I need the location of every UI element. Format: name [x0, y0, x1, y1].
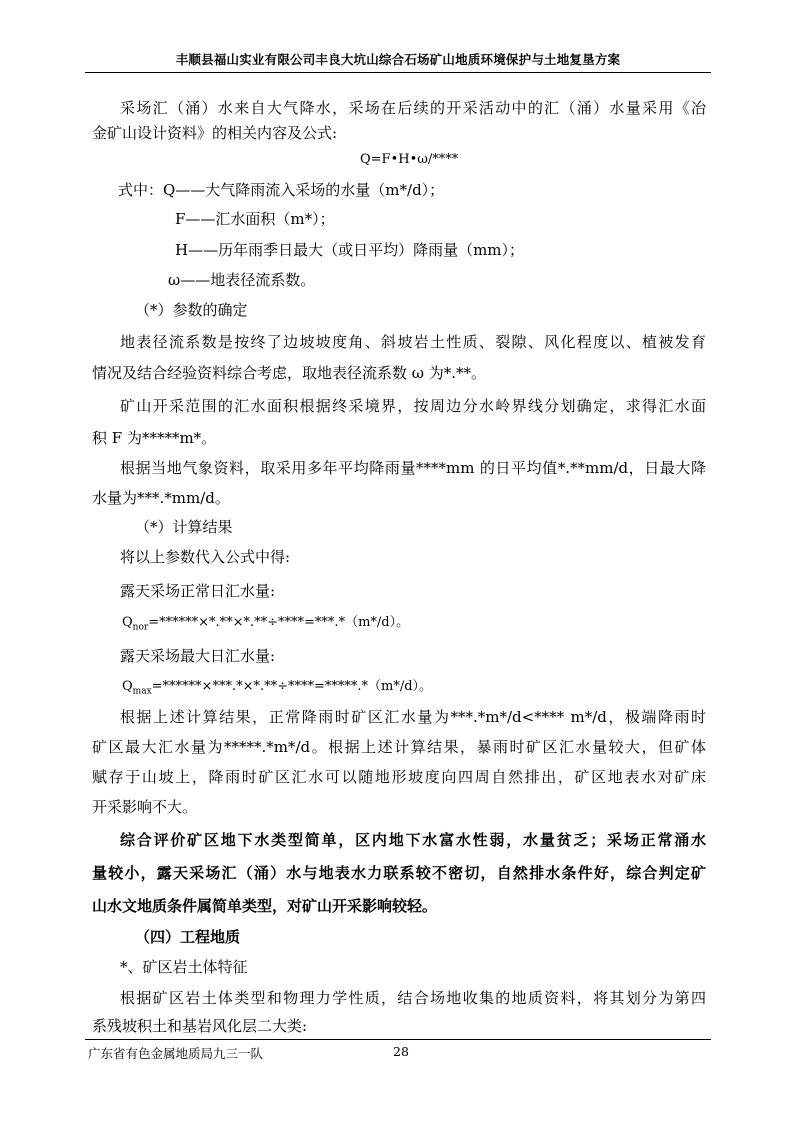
paragraph-line: 矿山开采范围的汇水面积根据终采境界，按周边分水岭界线分划确定，求得汇水面: [120, 397, 706, 415]
equation-body: =******×***.*×*.**÷****=*****.*（m*/d）。: [151, 679, 433, 694]
paragraph-line: 开采影响不大。: [92, 798, 198, 816]
bold-paragraph-line: 综合评价矿区地下水类型简单，区内地下水富水性弱，水量贫乏；采场正常涌水: [120, 831, 706, 849]
section-heading-result: （*）计算结果: [135, 518, 233, 536]
paragraph-line: 水量为***.*mm/d。: [92, 489, 230, 507]
equation-symbol: Q: [122, 679, 133, 694]
equation-body: =******×*.**×*.**÷****=***.*（m*/d）。: [148, 615, 410, 630]
paragraph-line: [92, 737, 706, 757]
equation-subscript: max: [132, 686, 152, 697]
equation-symbol: Q: [122, 615, 133, 630]
formula: Q=F•H•ω/****: [360, 152, 459, 167]
paragraph-line: 金矿山设计资料》的相关内容及公式:: [92, 124, 338, 142]
paragraph-line: 情况及结合经验资料综合考虑，取地表径流系数 ω 为*.**。: [92, 364, 487, 382]
definition-w: ω——地表径流系数。: [168, 271, 316, 289]
paragraph-text: 矿区最大汇水量为*****.*m*/d。根据上述计算结果，暴雨时矿区汇水量较大，但矿体: [92, 738, 706, 756]
paragraph-line: 系残坡积土和基岩风化层二大类:: [92, 1017, 308, 1035]
paragraph-line: 露天采场最大日汇水量:: [120, 647, 276, 665]
header-rule: [85, 72, 711, 73]
bold-paragraph-line: [92, 863, 706, 883]
footer-rule: [85, 1039, 711, 1040]
definition-h: H——历年雨季日最大（或日平均）降雨量（mm）；: [175, 241, 525, 259]
paragraph-line: 将以上参数代入公式中得:: [120, 548, 291, 566]
paragraph-line: 根据矿区岩土体类型和物理力学性质，结合场地收集的地质资料，将其划分为第四: [120, 989, 706, 1007]
paragraph-line: 根据当地气象资料，取采用多年平均降雨量****mm 的日平均值*.**mm/d，日最大降: [120, 459, 706, 477]
paragraph-line: 地表径流系数是按终了边坡坡度角、斜坡岩土性质、裂隙、风化程度以、植被发育: [120, 333, 706, 351]
equation-q-nor: [122, 613, 409, 638]
definition-q: 式中：Q——大气降雨流入采场的水量（m*/d）；: [118, 181, 445, 199]
equation-q-max: [122, 677, 432, 702]
section-heading-engineering-geology: （四）工程地质: [135, 928, 241, 946]
footer-organization: 广东省有色金属地质局九三一队: [88, 1046, 264, 1061]
page-header-title: 丰顺县福山实业有限公司丰良大坑山综合石场矿山地质环境保护与土地复垦方案: [175, 52, 621, 67]
subsection-heading-rock: *、矿区岩土体特征: [120, 958, 248, 976]
definition-f: F——汇水面积（m*）；: [175, 210, 335, 228]
page-number: 28: [393, 1044, 409, 1059]
paragraph-line: 露天采场正常日汇水量:: [120, 582, 276, 600]
paragraph-line: 积 F 为*****m*。: [92, 429, 217, 447]
section-heading-params: （*）参数的确定: [135, 301, 248, 319]
bold-paragraph-text: 量较小，露天采场汇（涌）水与地表水力联系较不密切，自然排水条件好，综合判定矿: [92, 864, 706, 882]
paragraph-text: 赋存于山坡上，降雨时矿区汇水可以随地形坡度向四周自然排出，矿区地表水对矿床: [92, 768, 706, 786]
paragraph-line: [92, 767, 706, 787]
equation-subscript: nor: [132, 622, 149, 633]
bold-paragraph-line: 山水文地质条件属简单类型，对矿山开采影响较轻。: [92, 897, 438, 915]
paragraph-line: 采场汇（涌）水来自大气降水，采场在后续的开采活动中的汇（涌）水量采用《冶: [120, 99, 706, 117]
paragraph-line: 根据上述计算结果，正常降雨时矿区汇水量为***.*m*/d<**** m*/d，极端降雨时: [120, 708, 706, 726]
